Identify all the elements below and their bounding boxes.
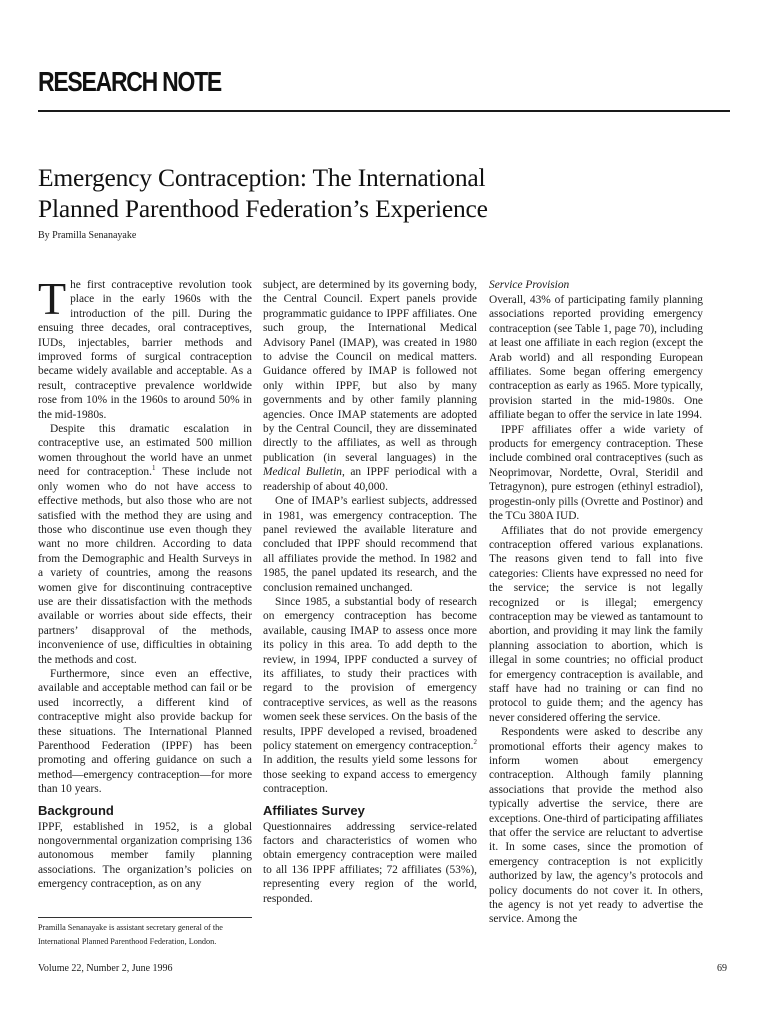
paragraph-text: In addition, the results yield some lessons for those seeking to expand access to emergency contraception. (263, 754, 477, 796)
title-line-1: Emergency Contraception: The International (38, 163, 486, 192)
heading-affiliates-survey: Affiliates Survey (263, 802, 365, 818)
paragraph-text: Despite this dramatic escalation in contraceptive use, an estimated 500 million women throughout the world have an unmet need for contraception. (38, 423, 252, 479)
column-2 (263, 278, 477, 906)
footnote-ref[interactable]: 1 (151, 464, 156, 473)
page-number: 69 (717, 963, 727, 974)
heading-service-provision: Service Provision (489, 279, 570, 291)
column-3 (489, 278, 703, 927)
paragraph-text: , an IPPF periodical with a readership of about 40,000. (263, 466, 478, 493)
author-footnote: Pramilla Senanayake is assistant secretary general of the International Planned Parenthood Federation, London. (38, 923, 223, 946)
title-line-2: Planned Parenthood Federation’s Experience (38, 194, 488, 223)
section-label: RESEARCH NOTE (38, 66, 222, 97)
byline: By Pramilla Senanayake (38, 230, 137, 241)
paragraph: Furthermore, since even an effective, available and acceptable method can fail or be used incorrectly, a different kind of contraceptive might also provide backup for these situations. The International Planned Parenthood Federation (IPPF) has been promoting and offering guidance on such a method—emergency contraception—for more than 10 years. (38, 667, 252, 796)
paragraph-text: Since 1985, a substantial body of research on emergency contraception has become available, causing IMAP to assess once more its policy in this area. To add depth to the review, in 1994, IPPF conducted a survey of its affiliates, to study their practices with regard to the provision of emergency contraceptive services, as well as the reasons women seek these services. On the basis of the results, IPPF developed a revised, broadened policy statement on emergency contraception. (263, 595, 477, 752)
paragraph (263, 595, 477, 797)
paragraph: Affiliates that do not provide emergency contraception offered various explanations. The reasons given tend to fall into five categories: Clients have expressed no need for the service; the service is not legally recognized or is illegal; emergency contraception may be viewed as tantamount to abortion, and providing it may link the family planning association to abortion, which is illegal in some countries; no official product for emergency contraception is available, and staff have had no training or can find no protocol to guide them; and the agency has never considered offering the service. (489, 524, 703, 724)
paragraph-text: he first contraceptive revolution took place in the early 1960s with the introduction of the pill. During the ensuing three decades, oral contraceptives, IUDs, injectables, barrier methods and improved forms of surgical contraception became widely available and acceptable. As a result, contraceptive prevalence worldwide rose from 10% in the 1960s to around 50% in the mid-1980s. (38, 279, 252, 421)
paragraph-text: subject, are determined by its governing body, the Central Council. Expert panels provide programmatic guidance to IPPF affiliates. One such group, the International Medical Advisory Panel (IMAP), was created in 1980 to advise the Council on medical matters. Guidance offered by IMAP is followed not only within IPPF, but also by many governments and by other family planning agencies. Once IMAP statements are adopted by the Central Council, they are disseminated directly to the affiliates, as well as through publication (in several languages) in the (263, 279, 477, 464)
footnote-ref[interactable]: 2 (473, 738, 477, 747)
paragraph: IPPF affiliates offer a wide variety of products for emergency contraception. These include combined oral contraceptives (such as Neoprimovar, Nordette, Ovral, Steridil and Tetragynon), pure estrogen (ethinyl estradiol), progestin-only pills (Ovrette and Postinor) and the TCu 380A IUD. (489, 423, 703, 523)
paragraph (38, 422, 252, 667)
article-title (38, 162, 738, 224)
paragraph-text: These include not only women who do not have access to effective methods, but also those who are not satisfied with the method they are using and those who discontinue use even though they want no more children. According to data from the Demographic and Health Surveys in a variety of countries, among the reasons women give for discontinuing contraceptive use are their dissatisfaction with the methods available or worries about side effects, their partners’ disapproval of the methods, inconvenience of use, difficulties in obtaining the methods and cost. (38, 466, 252, 666)
paragraph (38, 273, 252, 422)
paragraph: Respondents were asked to describe any promotional efforts their agency makes to inform women about emergency contraception. Although family planning associations that provide the method also typically advertise the service, there are exceptions. One-third of participating affiliates that offer the service are reluctant to advertise it. In some cases, since the promotion of emergency contraception is not explicitly authorized by law, the agency’s protocols and policy documents do not cover it. In others, the agency is not yet ready to advertise the service. Among the (489, 726, 703, 926)
paragraph (263, 278, 477, 494)
publication-title: Medical Bulletin (263, 466, 342, 479)
footnote-rule (38, 917, 252, 918)
header-rule (38, 110, 730, 112)
paragraph: Questionnaires addressing service-related factors and characteristics of women who obtain emergency contraception were mailed to all 136 IPPF affiliates; 72 affiliates (53%), representing every region of the world, responded. (263, 820, 477, 905)
heading-background: Background (38, 802, 114, 818)
paragraph: Overall, 43% of participating family planning associations reported providing emergency contraception (see Table 1, page 70), including at least one affiliate in each region (except the Arab world) and all responding European affiliates. Some began offering emergency contraception as early as 1965. More typically, provision started in the mid-1980s. One affiliate began to offer the service in late 1994. (489, 294, 703, 422)
drop-cap: T (38, 273, 67, 324)
paragraph: IPPF, established in 1952, is a global nongovernmental organization comprising 136 autonomous member family planning associations. The organization’s policies on emergency contraception, as on any (38, 820, 252, 891)
journal-issue: Volume 22, Number 2, June 1996 (38, 963, 173, 974)
column-1 (38, 273, 252, 892)
paragraph: One of IMAP’s earliest subjects, addressed in 1981, was emergency contraception. The panel reviewed the available literature and concluded that IPPF should recommend that all affiliates provide the method. In 1982 and 1985, the panel updated its research, and the conclusion remained unchanged. (263, 495, 477, 594)
